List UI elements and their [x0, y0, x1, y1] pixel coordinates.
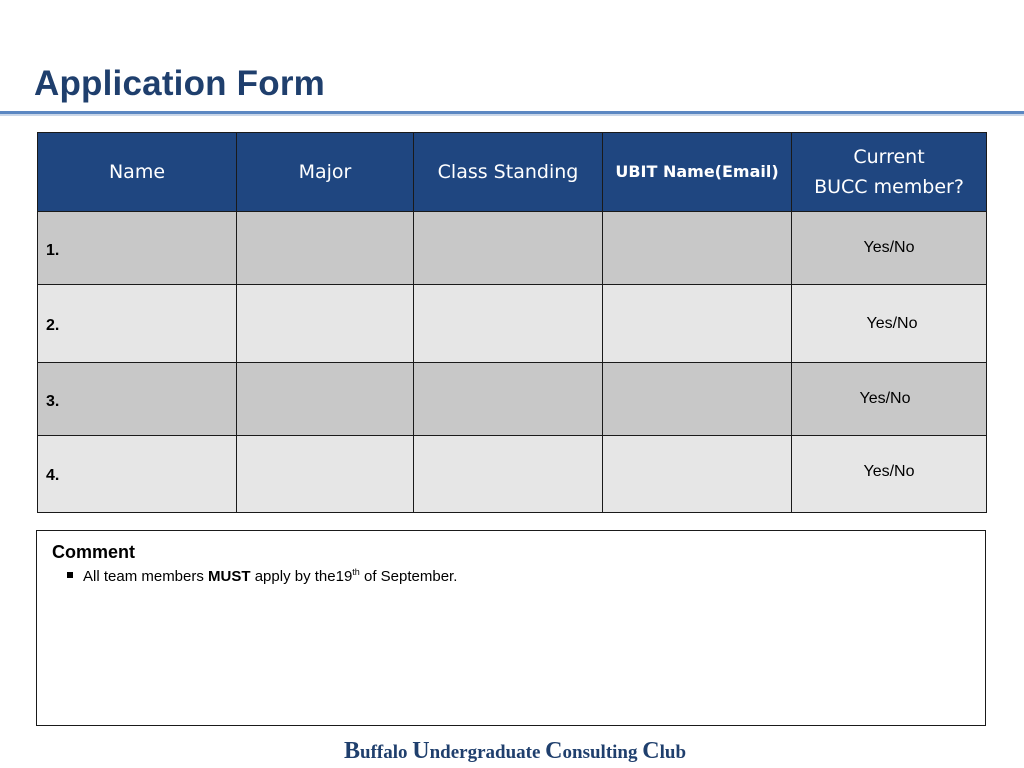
member-cell[interactable]: Yes/No [792, 436, 987, 513]
member-cell[interactable]: Yes/No [792, 212, 987, 285]
table-row [38, 363, 987, 436]
club-footer [0, 738, 1024, 765]
comment-superscript: th [352, 567, 360, 577]
row-number: 1. [46, 242, 60, 259]
footer-cap: C [545, 738, 563, 764]
table-header-row [38, 133, 987, 212]
footer-text: ndergraduate [429, 742, 546, 763]
footer-text: uffalo [360, 742, 413, 763]
table-row [38, 436, 987, 513]
footer-cap: U [412, 738, 430, 764]
row-number: 4. [46, 467, 60, 484]
member-cell[interactable]: Yes/No [792, 363, 987, 436]
application-table [37, 132, 987, 513]
member-cell[interactable]: Yes/No [792, 285, 987, 363]
footer-cap: B [343, 738, 360, 764]
comment-emphasis: MUST [208, 568, 251, 585]
name-cell[interactable] [38, 436, 237, 513]
row-number: 3. [46, 393, 60, 410]
footer-text: onsulting [562, 742, 643, 763]
page-title: Application Form [34, 64, 325, 103]
title-divider-shadow [0, 114, 1024, 116]
ubit-cell[interactable] [603, 363, 792, 436]
comment-title: Comment [52, 542, 136, 562]
name-cell[interactable] [38, 363, 237, 436]
class-standing-cell[interactable] [414, 436, 603, 513]
comment-middle: apply by the19 [250, 568, 353, 585]
major-cell[interactable] [237, 363, 414, 436]
header-bucc-member [792, 133, 987, 212]
class-standing-cell[interactable] [414, 363, 603, 436]
major-cell[interactable] [237, 212, 414, 285]
comment-prefix: All team members [83, 568, 209, 585]
ubit-cell[interactable] [603, 212, 792, 285]
class-standing-cell[interactable] [414, 285, 603, 363]
footer-cap: C [642, 738, 660, 764]
ubit-cell[interactable] [603, 285, 792, 363]
header-bucc-line2: BUCC member? [814, 176, 964, 198]
comment-text [83, 568, 457, 585]
ubit-cell[interactable] [603, 436, 792, 513]
major-cell[interactable] [237, 436, 414, 513]
header-class-standing: Class Standing [414, 133, 603, 212]
comment-bullet-item [67, 568, 457, 585]
major-cell[interactable] [237, 285, 414, 363]
footer-text: lub [659, 742, 687, 763]
class-standing-cell[interactable] [414, 212, 603, 285]
square-bullet-icon [67, 572, 73, 578]
header-ubit: UBIT Name(Email) [603, 133, 792, 212]
comment-box[interactable] [36, 530, 986, 726]
table-row [38, 285, 987, 363]
row-number: 2. [46, 317, 60, 334]
name-cell[interactable] [38, 212, 237, 285]
header-major: Major [237, 133, 414, 212]
header-bucc-line1: Current [853, 146, 925, 168]
comment-suffix: of September. [359, 568, 458, 585]
table-row [38, 212, 987, 285]
header-name: Name [38, 133, 237, 212]
name-cell[interactable] [38, 285, 237, 363]
